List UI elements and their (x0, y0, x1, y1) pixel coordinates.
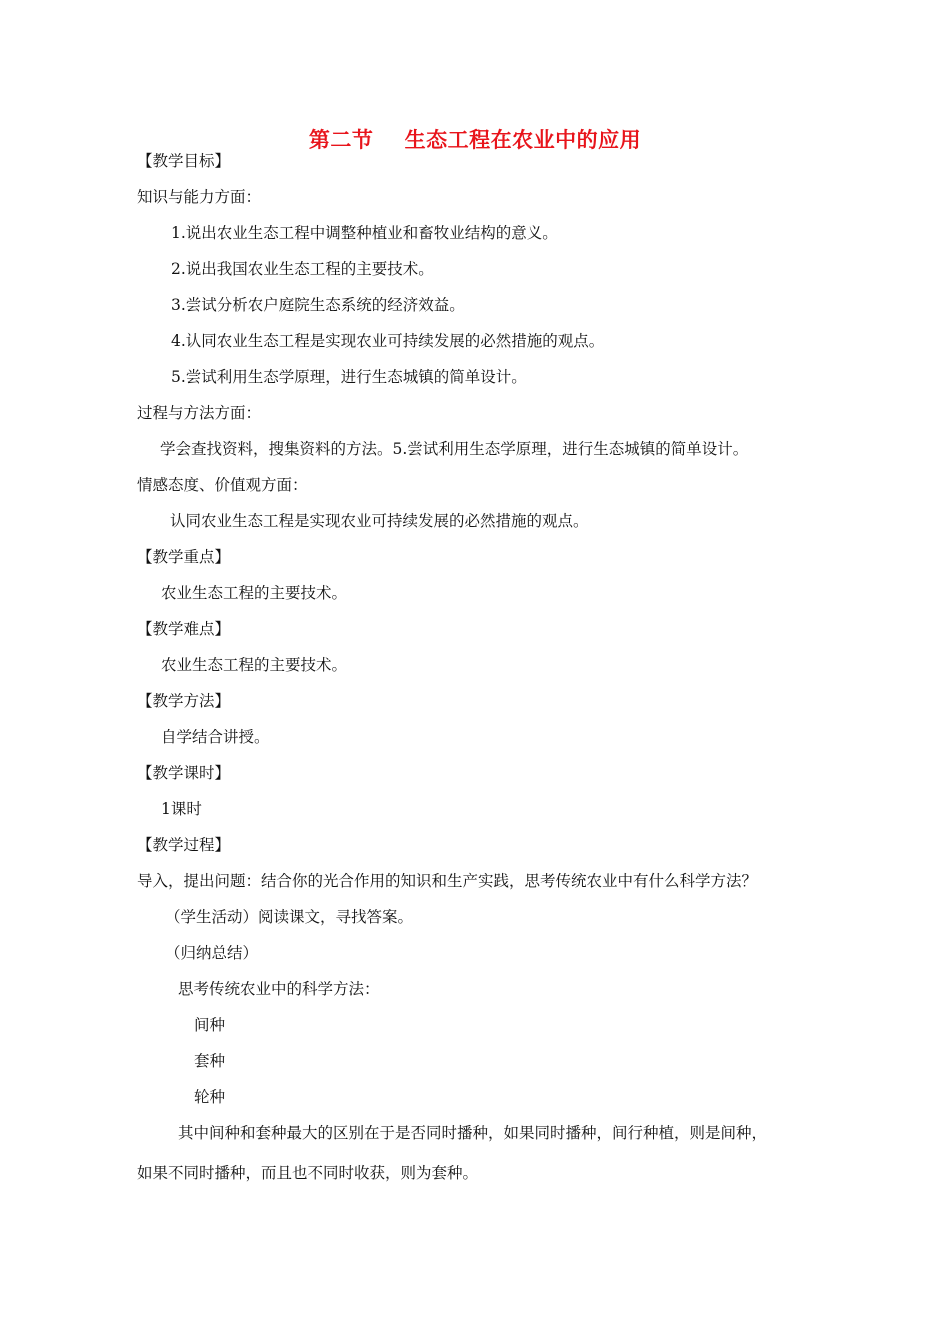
difficulty-text: 农业生态工程的主要技术。 (161, 656, 348, 674)
knowledge-item-5: 5.尝试利用生态学原理，进行生态城镇的简单设计。 (171, 368, 527, 386)
summary-label: （归纳总结） (165, 944, 259, 962)
document-title: 第二节 生态工程在农业中的应用 (308, 128, 642, 152)
student-activity: （学生活动）阅读课文，寻找答案。 (165, 908, 414, 926)
knowledge-item-3: 3.尝试分析农户庭院生态系统的经济效益。 (171, 296, 465, 314)
difference-line-1: 其中间种和套种最大的区别在于是否同时播种，如果同时播种，间行种植，则是间种， (178, 1124, 768, 1142)
hours-text: 1课时 (161, 800, 202, 818)
process-text: 学会查找资料，搜集资料的方法。5.尝试利用生态学原理，进行生态城镇的简单设计。 (160, 440, 749, 458)
method-item-1: 间种 (194, 1016, 226, 1034)
hours-heading: 【教学课时】 (137, 764, 231, 782)
methods-intro: 思考传统农业中的科学方法： (178, 980, 380, 998)
method-item-2: 套种 (194, 1052, 226, 1070)
method-item-3: 轮种 (194, 1088, 226, 1106)
process-heading: 过程与方法方面： (137, 404, 262, 422)
emotion-text: 认同农业生态工程是实现农业可持续发展的必然措施的观点。 (170, 512, 589, 530)
knowledge-item-4: 4.认同农业生态工程是实现农业可持续发展的必然措施的观点。 (171, 332, 605, 350)
goals-heading: 【教学目标】 (137, 152, 231, 170)
key-heading: 【教学重点】 (137, 548, 231, 566)
procedure-heading: 【教学过程】 (137, 836, 231, 854)
key-text: 农业生态工程的主要技术。 (161, 584, 348, 602)
method-heading: 【教学方法】 (137, 692, 231, 710)
knowledge-heading: 知识与能力方面： (137, 188, 262, 206)
difficulty-heading: 【教学难点】 (137, 620, 231, 638)
difference-line-2: 如果不同时播种，而且也不同时收获，则为套种。 (137, 1164, 479, 1182)
method-text: 自学结合讲授。 (161, 728, 270, 746)
intro-text: 导入，提出问题：结合你的光合作用的知识和生产实践，思考传统农业中有什么科学方法？ (137, 872, 758, 890)
emotion-heading: 情感态度、价值观方面： (137, 476, 308, 494)
knowledge-item-2: 2.说出我国农业生态工程的主要技术。 (171, 260, 434, 278)
knowledge-item-1: 1.说出农业生态工程中调整种植业和畜牧业结构的意义。 (171, 224, 558, 242)
